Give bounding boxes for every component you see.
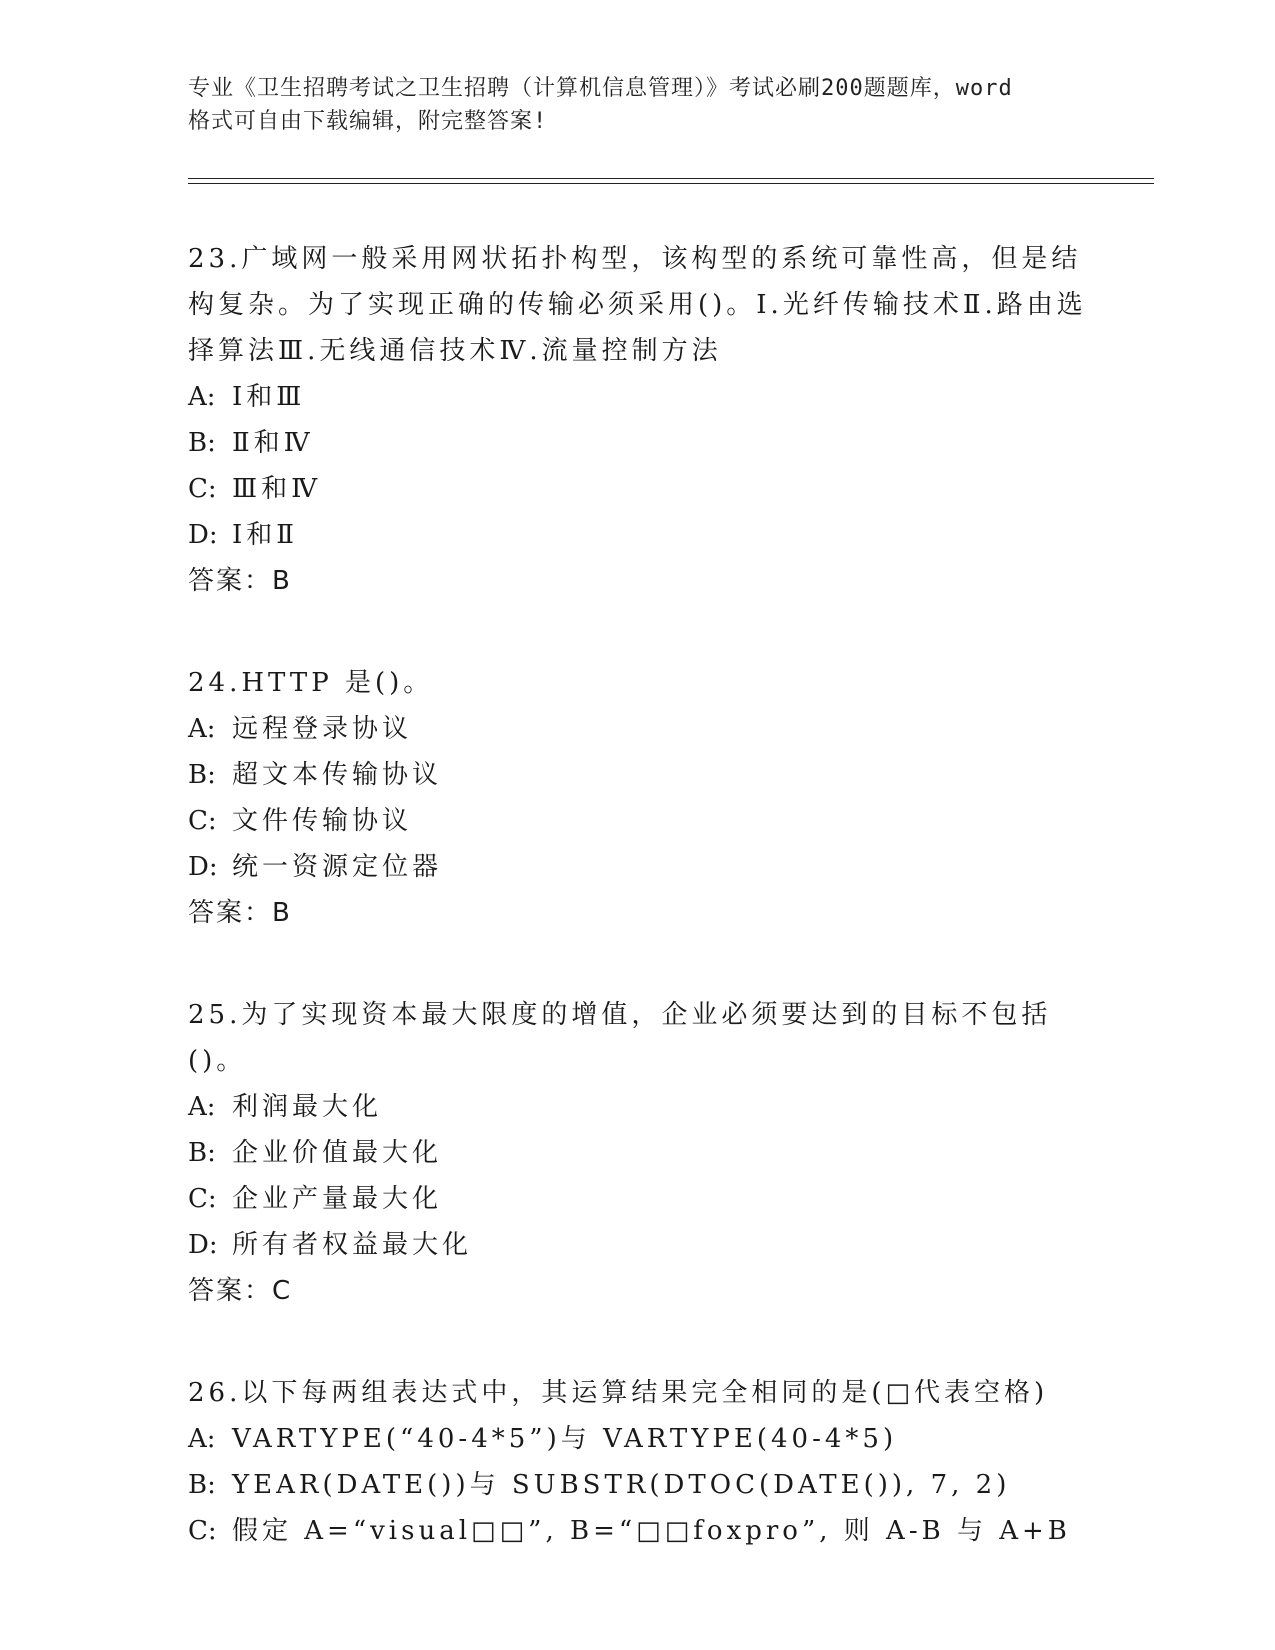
option-text: YEAR(DATE())与 SUBSTR(DTOC(DATE()), 7, 2) <box>232 1470 1011 1500</box>
option-text: 企业产量最大化 <box>232 1184 443 1214</box>
option-b <box>188 1462 1088 1508</box>
option-text: 假定 A=“visual□□”, B=“□□foxpro”, 则 A-B 与 A+B <box>232 1516 1071 1546</box>
option-text: Ⅱ和Ⅳ <box>232 428 314 458</box>
answer-line: 答案：C <box>188 1276 293 1306</box>
option-d <box>188 512 1088 558</box>
option-letter: C: <box>188 1516 217 1546</box>
option-letter: D: <box>188 852 218 882</box>
option-letter: B: <box>188 1138 216 1168</box>
option-text: 文件传输协议 <box>232 806 413 836</box>
header-divider-bottom <box>188 183 1154 184</box>
option-d <box>188 844 1088 890</box>
question-list <box>188 236 1088 1610</box>
question-stem: 25.为了实现资本最大限度的增值，企业必须要达到的目标不包括()。 <box>188 1000 1052 1076</box>
option-d <box>188 1222 1088 1268</box>
option-c <box>188 1508 1088 1554</box>
option-letter: C: <box>188 806 217 836</box>
question-stem: 24.HTTP 是()。 <box>188 668 434 698</box>
option-letter: A: <box>188 382 216 412</box>
option-text: VARTYPE(“40-4*5”)与 VARTYPE(40-4*5) <box>232 1424 898 1454</box>
question-23 <box>188 236 1088 604</box>
option-text: 利润最大化 <box>232 1092 383 1122</box>
question-24 <box>188 660 1088 936</box>
option-letter: A: <box>188 714 216 744</box>
option-letter: D: <box>188 1230 218 1260</box>
header-line-1: 专业《卫生招聘考试之卫生招聘（计算机信息管理）》考试必刷200题题库，word <box>188 76 1013 101</box>
question-26 <box>188 1370 1088 1554</box>
header-divider-top <box>188 178 1154 179</box>
option-a <box>188 706 1088 752</box>
question-stem: 23.广域网一般采用网状拓扑构型，该构型的系统可靠性高，但是结构复杂。为了实现正确的传输必须采用()。Ⅰ.光纤传输技术Ⅱ.路由选择算法Ⅲ.无线通信技术Ⅳ.流量控制方法 <box>188 244 1087 366</box>
document-header <box>188 72 1088 138</box>
option-letter: C: <box>188 474 217 504</box>
question-stem: 26.以下每两组表达式中，其运算结果完全相同的是(□代表空格) <box>188 1378 1049 1408</box>
option-letter: B: <box>188 428 216 458</box>
option-text: 统一资源定位器 <box>232 852 443 882</box>
option-a <box>188 1416 1088 1462</box>
option-b <box>188 752 1088 798</box>
option-letter: B: <box>188 1470 216 1500</box>
option-text: 超文本传输协议 <box>232 760 443 790</box>
answer-line: 答案：B <box>188 566 292 596</box>
option-letter: C: <box>188 1184 217 1214</box>
option-c <box>188 466 1088 512</box>
option-a <box>188 1084 1088 1130</box>
option-text: Ⅰ和Ⅲ <box>232 382 306 412</box>
option-text: 所有者权益最大化 <box>232 1230 473 1260</box>
option-b <box>188 1130 1088 1176</box>
option-text: 远程登录协议 <box>232 714 413 744</box>
option-letter: B: <box>188 760 216 790</box>
option-text: 企业价值最大化 <box>232 1138 443 1168</box>
option-letter: D: <box>188 520 218 550</box>
header-line-2: 格式可自由下载编辑，附完整答案! <box>188 109 548 134</box>
option-text: Ⅰ和Ⅱ <box>232 520 298 550</box>
option-text: Ⅲ和Ⅳ <box>232 474 322 504</box>
option-c <box>188 1176 1088 1222</box>
answer-line: 答案：B <box>188 898 292 928</box>
option-c <box>188 798 1088 844</box>
option-letter: A: <box>188 1092 216 1122</box>
option-b <box>188 420 1088 466</box>
option-a <box>188 374 1088 420</box>
option-letter: A: <box>188 1424 216 1454</box>
question-25 <box>188 992 1088 1314</box>
